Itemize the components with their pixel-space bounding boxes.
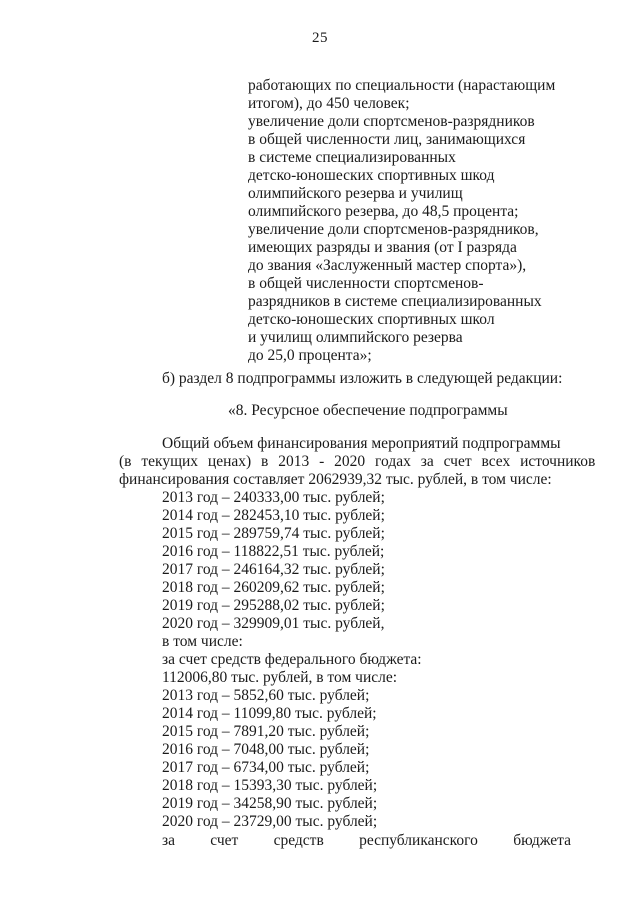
- total-year-line: 2015 год – 289759,74 тыс. рублей;: [162, 525, 385, 542]
- paragraph-line: финансирования составляет 2062939,32 тыс. рублей, в том числе:: [119, 471, 552, 488]
- total-year-line: 2019 год – 295288,02 тыс. рублей;: [162, 597, 385, 614]
- target-line: детско-юношеских спортивных шкод: [248, 167, 495, 184]
- target-line: имеющих разряды и звания (от I разряда: [248, 239, 517, 256]
- paragraph-line: (в текущих ценах) в 2013 - 2020 годах за счет всех источников: [119, 453, 596, 470]
- word: за: [162, 832, 176, 849]
- section-b-instruction: б) раздел 8 подпрограммы изложить в следующей редакции:: [162, 370, 563, 387]
- target-line: увеличение доли спортсменов-разрядников: [248, 113, 535, 130]
- target-line: в системе специализированных: [248, 149, 456, 166]
- federal-year-line: 2013 год – 5852,60 тыс. рублей;: [162, 687, 370, 704]
- target-line: разрядников в системе специализированных: [248, 293, 542, 310]
- target-line: работающих по специальности (нарастающим: [248, 77, 556, 94]
- page-number: 25: [312, 30, 328, 46]
- federal-total: 112006,80 тыс. рублей, в том числе:: [162, 669, 398, 686]
- federal-year-line: 2016 год – 7048,00 тыс. рублей;: [162, 741, 370, 758]
- target-line: детско-юношеских спортивных школ: [248, 311, 495, 328]
- total-year-line: 2016 год – 118822,51 тыс. рублей;: [162, 543, 385, 560]
- target-line: итогом), до 450 человек;: [248, 95, 410, 112]
- word: средств: [273, 832, 324, 849]
- paragraph-text: Общий объем финансирования мероприятий подпрограммы: [162, 435, 561, 452]
- federal-year-line: 2020 год – 23729,00 тыс. рублей;: [162, 813, 378, 830]
- federal-year-line: 2015 год – 7891,20 тыс. рублей;: [162, 723, 370, 740]
- federal-year-line: 2018 год – 15393,30 тыс. рублей;: [162, 777, 378, 794]
- total-year-line: 2020 год – 329909,01 тыс. рублей,: [162, 615, 385, 632]
- total-year-line: 2014 год – 282453,10 тыс. рублей;: [162, 507, 385, 524]
- federal-heading: за счет средств федерального бюджета:: [162, 651, 422, 668]
- federal-year-line: 2014 год – 11099,80 тыс. рублей;: [162, 705, 377, 722]
- target-line: олимпийского резерва, до 48,5 процента;: [248, 203, 519, 220]
- target-line: до звания «Заслуженный мастер спорта»),: [248, 257, 527, 274]
- target-line: увеличение доли спортсменов-разрядников,: [248, 221, 539, 238]
- section-title: «8. Ресурсное обеспечение подпрограммы: [228, 402, 508, 419]
- target-line: олимпийского резерва и училищ: [248, 185, 463, 202]
- federal-year-line: 2017 год – 6734,00 тыс. рублей;: [162, 759, 370, 776]
- paragraph-line: [162, 435, 571, 453]
- total-year-line: 2018 год – 260209,62 тыс. рублей;: [162, 579, 385, 596]
- republican-budget-line: [162, 832, 571, 850]
- in-that-number: в том числе:: [162, 633, 243, 650]
- total-year-line: 2013 год – 240333,00 тыс. рублей;: [162, 489, 385, 506]
- target-line: в общей численности лиц, занимающихся: [248, 131, 526, 148]
- target-line: и училищ олимпийского резерва: [248, 329, 463, 346]
- word: бюджета: [513, 832, 571, 849]
- total-year-line: 2017 год – 246164,32 тыс. рублей;: [162, 561, 385, 578]
- federal-year-line: 2019 год – 34258,90 тыс. рублей;: [162, 795, 378, 812]
- target-line: до 25,0 процента»;: [248, 347, 372, 364]
- target-line: в общей численности спортсменов-: [248, 275, 484, 292]
- word: счет: [210, 832, 239, 849]
- word: республиканского: [359, 832, 478, 849]
